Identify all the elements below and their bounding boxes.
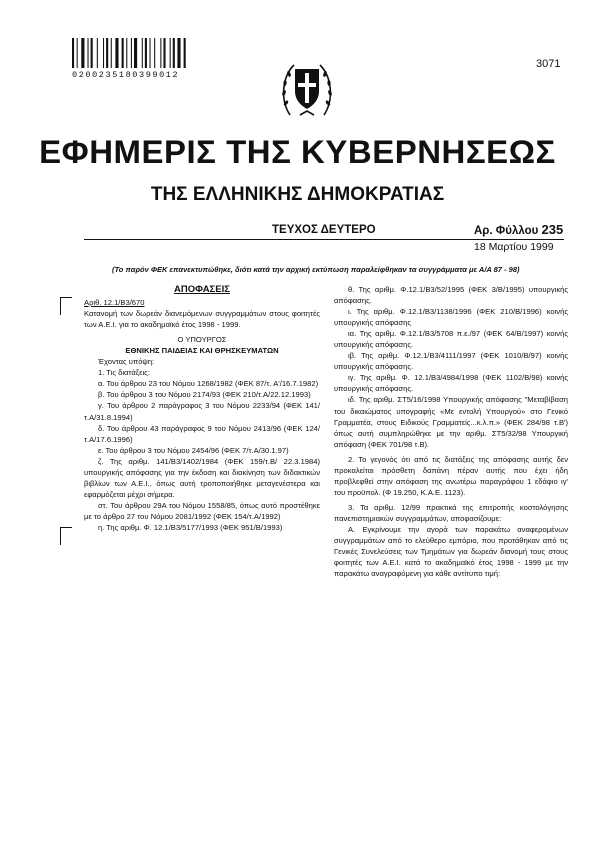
- reprint-note: (Το παρόν ΦΕΚ επανεκτυπώθηκε, διότι κατά την αρχική εκτύπωση παραλείφθηκαν τα συγγράμματα με Α/Α 87 - 98): [112, 265, 520, 274]
- paragraph: 2. Το γεγονός ότι από τις διατάξεις της απόφασης αυτής δεν προκαλείται πρόσθετη δαπάνη πέραν αυτής που έχει ήδη προβλεφθεί στην απόφαση της ανωτέρω παραγράφου 1 εδάφιο ιγ' του προϋπολ. (Φ 19.250, Κ.Α.Ε. 1123).: [334, 454, 568, 497]
- sheet-number: 235: [541, 222, 564, 237]
- authority-line-2: ΕΘΝΙΚΗΣ ΠΑΙΔΕΙΑΣ ΚΑΙ ΘΡΗΣΚΕΥΜΑΤΩΝ: [125, 346, 279, 356]
- paragraph: ι. Της αριθμ. Φ.12.1/Β3/1138/1996 (ΦΕΚ 210/Β/1996) κοινής υπουργικής απόφασης: [334, 307, 568, 328]
- header-rule: [84, 239, 564, 240]
- paragraph: η. Της αριθμ. Φ. 12.1/Β3/5177/1993 (ΦΕΚ 951/Β/1993): [98, 522, 283, 532]
- paragraph: Α. Εγκρίνουμε την αγορά των παρακάτω αναφερομένων συγγραμμάτων από το ελεύθερο εμπόριο, που προτάθηκαν από τις Γενικές Συνελεύσεις των Τμημάτων για δωρεάν διανομή τους στους φοιτητές των Α.Ε.Ι. κατά το ακαδημαϊκό έτος 1998 - 1999 με την παρακάτω αναγραφόμενη για κάθε αντίτυπο τιμή:: [334, 524, 568, 579]
- paragraph: ιδ. Της αριθμ. ΣΤ5/16/1998 Υπουργικής απόφασης "Μεταβίβαση του δικαιώματος υπογραφής «Με εντολή Υπουργού» στο Γενικό Γραμματέα, στους Ειδικούς Γραμματείς...κ.λ.π.» (ΦΕΚ 284/98 τ.Β') όπως αυτή συμπληρώθηκε με την αριθμ. ΣΤ5/32/98 Υπουργική απόφαση (ΦΕΚ 701/98 τ.Β).: [334, 395, 568, 449]
- gazette-title: ΕΦΗΜΕΡΙΣ ΤΗΣ ΚΥΒΕΡΝΗΣΕΩΣ: [39, 134, 556, 170]
- decision-reference: Αριθ. 12.1/Β3/670: [84, 298, 145, 308]
- coat-of-arms-emblem: [280, 55, 334, 121]
- paragraph: ιγ. Της αριθμ. Φ. 12.1/Β3/4984/1998 (ΦΕΚ 1102/Β/98) κοινής υπουργικής απόφασης.: [334, 373, 568, 394]
- binder-mark: [60, 297, 72, 315]
- left-column: [84, 284, 320, 533]
- barcode: [72, 38, 222, 68]
- paragraph: 3. Τα αριθμ. 12/99 πρακτικά της επιτροπής κοστολόγησης πανεπιστημιακών συγγραμμάτων, αποφασίζουμε:: [334, 502, 568, 523]
- right-column: [334, 284, 568, 579]
- paragraph: γ. Του άρθρου 2 παράγραφος 3 του Νόμου 2233/94 (ΦΕΚ 141/τ.Α/31.8.1994): [84, 401, 320, 422]
- barcode-number: 0200235180399012: [72, 70, 180, 80]
- paragraph: ια. Της αριθμ. Φ.12.1/Β3/5708 π.ε./97 (ΦΕΚ 64/Β/1997) κοινής υπουργικής απόφασης.: [334, 329, 568, 350]
- paragraph: 1. Τις διατάξεις:: [98, 368, 150, 378]
- having-regard: Έχοντας υπόψη:: [98, 357, 155, 367]
- paragraph: ζ. Της αριθμ. 141/Β3/1402/1984 (ΦΕΚ 159/τ.Β/ 22.3.1984) υπουργικής απόφασης για την έκδοση και διακίνηση των διδακτικών βιβλίων των Α.Ε.Ι., όπως αυτή τροποποιήθηκε μεταγενέστερα και εφαρμόζεται μέχρι σήμερα.: [84, 456, 320, 499]
- paragraph: θ. Της αριθμ. Φ.12.1/Β3/52/1995 (ΦΕΚ 3/Β/1995) υπουργικής απόφασης.: [334, 285, 568, 306]
- paragraph: στ. Του άρθρου 29Α του Νόμου 1558/85, όπως αυτό προστέθηκε με το άρθρο 27 του Νόμου 2081/1992 (ΦΕΚ 154/τ.Α/1992): [84, 500, 320, 521]
- binder-mark: [60, 527, 72, 545]
- authority-line-1: Ο ΥΠΟΥΡΓΟΣ: [177, 335, 227, 345]
- issue-date: 18 Μαρτίου 1999: [474, 241, 554, 253]
- sheet-number-label: [474, 222, 563, 237]
- section-heading: ΑΠΟΦΑΣΕΙΣ: [174, 284, 230, 295]
- paragraph: ε. Του άρθρου 3 του Νόμου 2454/96 (ΦΕΚ 7/τ.Α/30.1.97): [98, 445, 289, 455]
- sheet-label: Αρ. Φύλλου: [474, 225, 539, 237]
- paragraph: α. Του άρθρου 23 του Νόμου 1268/1982 (ΦΕΚ 87/τ. Α'/16.7.1982): [98, 379, 319, 389]
- page-number: 3071: [536, 58, 561, 70]
- paragraph: β. Του άρθρου 3 του Νόμου 2174/93 (ΦΕΚ 210/τ.Α/22.12.1993): [98, 390, 311, 400]
- issue-label: ΤΕΥΧΟΣ ΔΕΥΤΕΡΟ: [272, 224, 376, 236]
- gazette-subtitle: ΤΗΣ ΕΛΛΗΝΙΚΗΣ ΔΗΜΟΚΡΑΤΙΑΣ: [150, 184, 445, 205]
- decision-subject: Κατανομή των δωρεάν διανεμόμενων συγγραμμάτων στους φοιτητές των Α.Ε.Ι. για το ακαδημαϊκό έτος 1998 - 1999.: [84, 309, 320, 330]
- paragraph: δ. Του άρθρου 43 παράγραφος 9 του Νόμου 2413/96 (ΦΕΚ 124/τ.Α/17.6.1996): [84, 423, 320, 444]
- paragraph: ιβ. Της αριθμ. Φ.12.1/Β3/4111/1997 (ΦΕΚ 1010/Β/97) κοινής υπουργικής απόφασης.: [334, 351, 568, 372]
